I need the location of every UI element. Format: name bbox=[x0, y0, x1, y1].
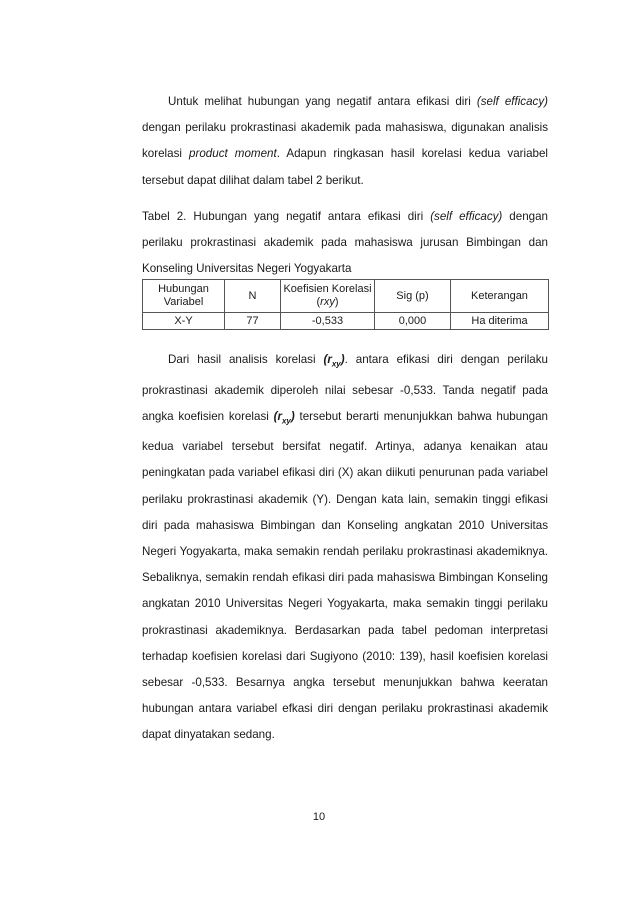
header-hubungan-variabel: Hubungan Variabel bbox=[143, 280, 225, 313]
cell-n: 77 bbox=[225, 313, 281, 330]
cell-hubungan: X-Y bbox=[143, 313, 225, 330]
intro-paragraph bbox=[142, 89, 548, 194]
intro-term-self-efficacy: (self efficacy) bbox=[476, 95, 548, 108]
analysis-rxy-1 bbox=[323, 353, 345, 369]
cell-keterangan: Ha diterima bbox=[451, 313, 549, 330]
analysis-text-1: Dari hasil analisis korelasi bbox=[168, 353, 324, 366]
caption-text-2: dengan perilaku prokrastinasi akademik pada mahasiswa jurusan Bimbingan dan Konseling Universitas Negeri Yogyakarta bbox=[142, 210, 548, 276]
rxy1-close: ) bbox=[340, 353, 345, 366]
table-caption bbox=[142, 204, 548, 283]
intro-term-product-moment: product moment bbox=[189, 147, 277, 161]
correlation-table bbox=[142, 279, 549, 330]
rxy2-close: ) bbox=[290, 409, 295, 423]
cell-koefisien: -0,533 bbox=[281, 313, 375, 330]
analysis-paragraph bbox=[142, 347, 548, 749]
cell-sig: 0,000 bbox=[375, 313, 451, 330]
table-row bbox=[143, 313, 549, 330]
analysis-rxy-2 bbox=[273, 409, 295, 426]
intro-text-1: Untuk melihat hubungan yang negatif antara efikasi diri bbox=[168, 95, 477, 108]
analysis-text-3: tersebut berarti menunjukkan bahwa hubungan kedua variabel tersebut bersifat negatif. Artinya, adanya kenaikan atau peningkatan pada variabel efikasi diri (X) akan diikuti penurunan pada variabel perilaku prokrastinasi akademik (Y). Dengan kata lain, semakin tinggi efikasi diri pada mahasiswa Bimbingan dan Konseling angkatan 2010 Universitas Negeri Yogyakarta, maka semakin rendah perilaku prokrastinasi akademiknya. Sebaliknya, semakin rendah efikasi diri pada mahasiswa Bimbingan Konseling angkatan 2010 Universitas Negeri Yogyakarta, maka semakin tinggi perilaku prokrastinasi akademiknya. Berdasarkan pada tabel pedoman interpretasi terhadap koefisien korelasi dari Sugiyono (2010: 139), hasil koefisien korelasi sebesar -0,533. Besarnya angka tersebut menunjukkan bahwa keeratan hubungan antara variabel efkasi diri dengan perilaku prokrastinasi akademik dapat dinyatakan sedang. bbox=[142, 409, 548, 742]
header-keterangan: Keterangan bbox=[451, 280, 549, 313]
analysis-text-2: . antara efikasi diri dengan perilaku prokrastinasi akademik diperoleh nilai sebesar -0,533. Tanda negatif pada angka koefisien korelasi bbox=[142, 353, 549, 423]
intro-text-2: dengan perilaku prokrastinasi akademik pada mahasiswa, digunakan analisis korelasi bbox=[142, 121, 548, 161]
header-koef-close: ) bbox=[334, 296, 339, 308]
page-number: 10 bbox=[312, 811, 326, 823]
caption-term-self-efficacy: (self efficacy) bbox=[430, 210, 503, 223]
header-sig: Sig (p) bbox=[375, 280, 451, 313]
caption-text-1: Tabel 2. Hubungan yang negatif antara efikasi diri bbox=[142, 210, 431, 223]
table-header-row bbox=[143, 280, 549, 313]
header-koefisien-korelasi bbox=[281, 280, 375, 313]
rxy1-open: (r bbox=[323, 353, 332, 366]
rxy2-open: (r bbox=[273, 409, 282, 423]
header-n: N bbox=[225, 280, 281, 313]
rxy2-sub: xy bbox=[281, 416, 291, 426]
intro-text-3: . Adapun ringkasan hasil korelasi kedua variabel tersebut dapat dilihat dalam tabel 2 berikut. bbox=[142, 147, 549, 187]
header-koef-text: Koefisien Korelasi ( bbox=[283, 283, 372, 308]
rxy1-sub: xy bbox=[331, 359, 341, 369]
header-koef-rxy: rxy bbox=[320, 296, 335, 308]
